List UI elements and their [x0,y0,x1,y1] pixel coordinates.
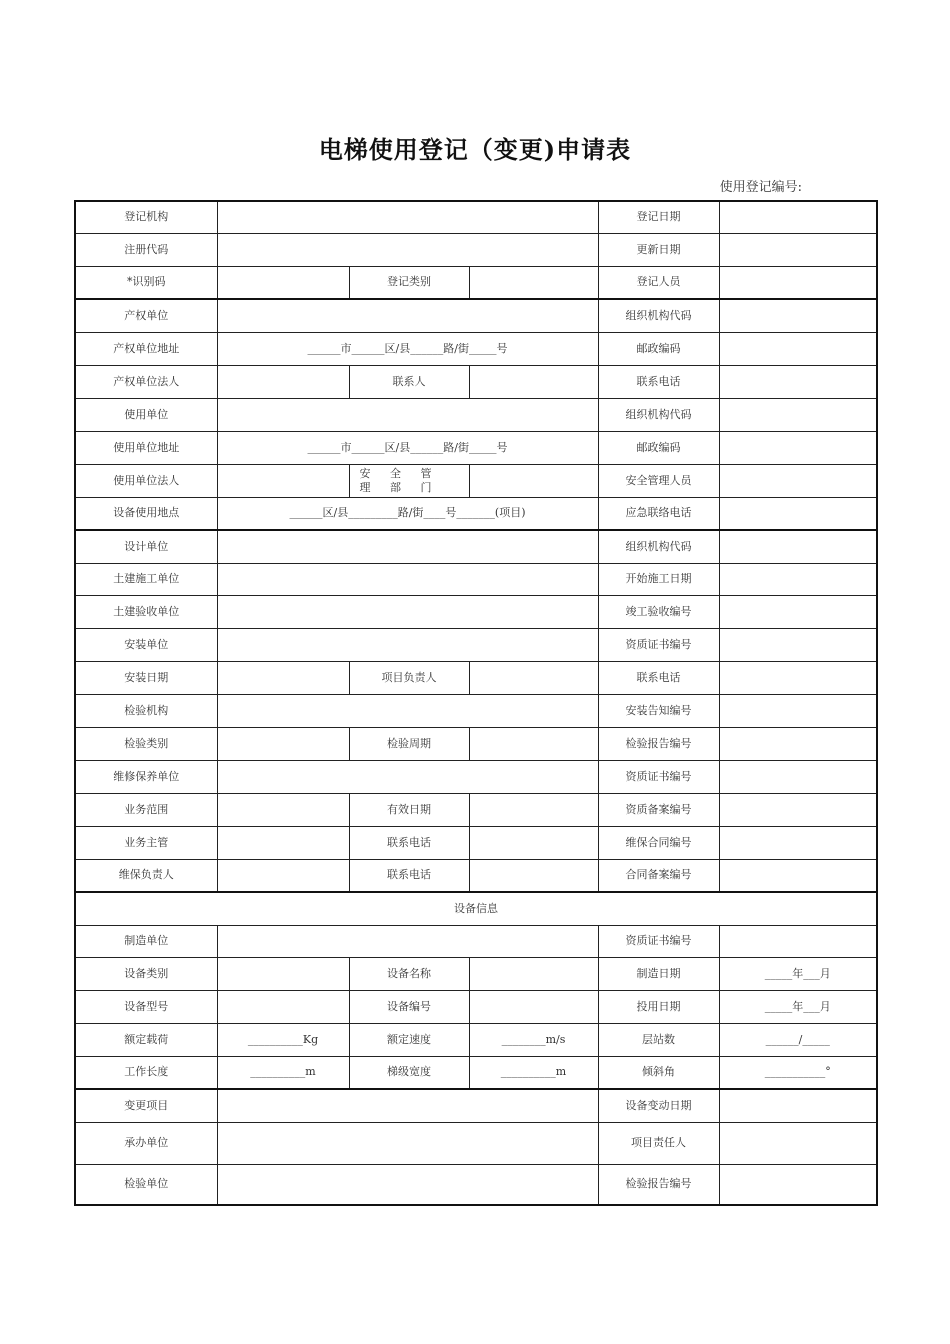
field-value[interactable] [719,233,877,266]
field-label: 维保负责人 [75,859,217,892]
form-row [75,727,877,760]
field-value[interactable] [217,266,349,299]
form-row [75,1164,877,1205]
form-row [75,925,877,957]
field-value[interactable] [217,201,598,233]
field-label: 使用单位 [75,398,217,431]
field-value[interactable] [217,299,598,332]
field-label: 项目负责人 [349,661,469,694]
field-label: 检验单位 [75,1164,217,1205]
field-value[interactable] [719,859,877,892]
field-value[interactable] [719,464,877,497]
angle-fill-in[interactable]: ___________° [719,1056,877,1089]
length-fill-in[interactable]: __________m [217,1056,349,1089]
field-label: 项目责任人 [598,1122,719,1164]
field-label: 工作长度 [75,1056,217,1089]
field-value[interactable] [217,398,598,431]
field-label: 邮政编码 [598,332,719,365]
field-value[interactable] [469,990,598,1023]
field-label: 资质证书编号 [598,925,719,957]
field-label: 登记机构 [75,201,217,233]
form-row [75,1023,877,1056]
field-label: 设计单位 [75,530,217,563]
field-label: 设备型号 [75,990,217,1023]
field-label: 层站数 [598,1023,719,1056]
field-value[interactable] [469,793,598,826]
field-label: *识别码 [75,266,217,299]
field-label: 业务主管 [75,826,217,859]
form-row [75,299,877,332]
field-value[interactable] [469,859,598,892]
field-value[interactable] [217,595,598,628]
field-label: 检验类别 [75,727,217,760]
field-label: 梯级宽度 [349,1056,469,1089]
field-label: 业务范围 [75,793,217,826]
form-row [75,497,877,530]
field-label: 登记类别 [349,266,469,299]
field-label: 使用单位法人 [75,464,217,497]
form-row [75,464,877,497]
form-row [75,595,877,628]
field-label: 额定速度 [349,1023,469,1056]
field-label: 维修保养单位 [75,760,217,793]
field-value[interactable] [469,266,598,299]
form-row [75,826,877,859]
field-value[interactable] [217,1089,598,1122]
field-label: 承办单位 [75,1122,217,1164]
field-value[interactable] [217,661,349,694]
field-label: 安装日期 [75,661,217,694]
field-value[interactable] [469,727,598,760]
form-row [75,793,877,826]
field-value[interactable] [719,727,877,760]
field-value[interactable] [719,760,877,793]
field-value[interactable] [719,431,877,464]
section-header-row [75,892,877,925]
field-label: 投用日期 [598,990,719,1023]
field-label: 检验周期 [349,727,469,760]
field-label: 联系电话 [349,859,469,892]
field-value[interactable] [217,530,598,563]
field-label: 设备变动日期 [598,1089,719,1122]
speed-fill-in[interactable]: ________m/s [469,1023,598,1056]
field-label: 组织机构代码 [598,398,719,431]
field-value[interactable] [719,266,877,299]
field-value[interactable] [217,760,598,793]
field-value[interactable] [217,990,349,1023]
field-value[interactable] [217,464,349,497]
field-label: 注册代码 [75,233,217,266]
field-value[interactable] [469,661,598,694]
form-row [75,661,877,694]
field-label: 检验报告编号 [598,1164,719,1205]
field-label: 安装告知编号 [598,694,719,727]
field-label: 土建施工单位 [75,563,217,595]
field-value[interactable] [217,1122,598,1164]
field-value[interactable] [217,957,349,990]
form-row [75,628,877,661]
field-value[interactable] [469,464,598,497]
field-label: 安装单位 [75,628,217,661]
field-value[interactable] [719,398,877,431]
floors-fill-in[interactable]: ______/_____ [719,1023,877,1056]
field-value[interactable] [719,365,877,398]
field-label: 设备名称 [349,957,469,990]
field-value[interactable] [719,826,877,859]
field-value[interactable] [217,628,598,661]
field-value[interactable] [217,925,598,957]
field-label: 额定载荷 [75,1023,217,1056]
field-label: 登记人员 [598,266,719,299]
form-row [75,332,877,365]
field-label: 应急联络电话 [598,497,719,530]
field-value[interactable] [217,1164,598,1205]
field-label: 变更项目 [75,1089,217,1122]
field-value[interactable] [719,694,877,727]
field-value[interactable] [217,826,349,859]
field-label: 安全管理人员 [598,464,719,497]
field-label: 设备编号 [349,990,469,1023]
field-value[interactable] [217,727,349,760]
field-label: 资质证书编号 [598,628,719,661]
step-width-fill-in[interactable]: __________m [469,1056,598,1089]
field-value[interactable] [719,1089,877,1122]
form-row [75,760,877,793]
field-value[interactable] [217,793,349,826]
field-value[interactable] [719,563,877,595]
section-title: 设备信息 [75,892,877,925]
location-fill-in[interactable]: ______区/县_________路/街____号_______(项目) [217,497,598,530]
form-row [75,398,877,431]
registration-number-label: 使用登记编号: [719,180,802,195]
date-fill-in[interactable]: _____年___月 [719,957,877,990]
field-label: 制造单位 [75,925,217,957]
field-label: 开始施工日期 [598,563,719,595]
field-label: 更新日期 [598,233,719,266]
form-row [75,957,877,990]
field-value[interactable] [719,332,877,365]
field-label: 维保合同编号 [598,826,719,859]
field-value[interactable] [469,365,598,398]
field-value[interactable] [217,233,598,266]
application-form-table [74,200,878,1206]
field-value[interactable] [719,1122,877,1164]
form-row [75,431,877,464]
field-label: 资质证书编号 [598,760,719,793]
form-row [75,563,877,595]
field-label: 安 全 管 理 部 门 [349,464,469,497]
field-label: 倾斜角 [598,1056,719,1089]
field-value[interactable] [719,925,877,957]
field-label: 登记日期 [598,201,719,233]
form-row [75,266,877,299]
date-fill-in[interactable]: _____年___月 [719,990,877,1023]
field-label: 有效日期 [349,793,469,826]
address-fill-in[interactable]: ______市______区/县______路/街_____号 [217,332,598,365]
form-row [75,530,877,563]
field-label: 检验机构 [75,694,217,727]
field-value[interactable] [217,694,598,727]
form-row [75,1089,877,1122]
form-row [75,694,877,727]
form-row [75,201,877,233]
field-value[interactable] [719,595,877,628]
field-label: 邮政编码 [598,431,719,464]
field-value[interactable] [719,497,877,530]
field-value[interactable] [217,563,598,595]
field-label: 组织机构代码 [598,299,719,332]
field-label: 合同备案编号 [598,859,719,892]
field-label: 联系电话 [598,365,719,398]
field-label: 使用单位地址 [75,431,217,464]
field-value[interactable] [217,859,349,892]
field-value[interactable] [217,365,349,398]
field-value[interactable] [719,1164,877,1205]
field-value[interactable] [719,299,877,332]
field-label: 联系电话 [598,661,719,694]
form-title: 电梯使用登记（变更)申请表 [318,135,632,164]
address-fill-in[interactable]: ______市______区/县______路/街_____号 [217,431,598,464]
field-value[interactable] [719,201,877,233]
form-row [75,1056,877,1089]
field-value[interactable] [719,661,877,694]
form-row [75,1122,877,1164]
field-value[interactable] [469,826,598,859]
form-row [75,859,877,892]
field-label: 资质备案编号 [598,793,719,826]
field-label: 产权单位 [75,299,217,332]
field-label: 联系电话 [349,826,469,859]
field-value[interactable] [719,628,877,661]
field-label: 土建验收单位 [75,595,217,628]
field-label: 检验报告编号 [598,727,719,760]
field-label: 设备类别 [75,957,217,990]
field-label: 联系人 [349,365,469,398]
field-label: 设备使用地点 [75,497,217,530]
form-row [75,990,877,1023]
form-row [75,233,877,266]
field-value[interactable] [719,793,877,826]
load-fill-in[interactable]: __________Kg [217,1023,349,1056]
field-value[interactable] [469,957,598,990]
field-label: 产权单位法人 [75,365,217,398]
field-value[interactable] [719,530,877,563]
field-label: 制造日期 [598,957,719,990]
field-label: 竣工验收编号 [598,595,719,628]
field-label: 产权单位地址 [75,332,217,365]
form-row [75,365,877,398]
field-label: 组织机构代码 [598,530,719,563]
